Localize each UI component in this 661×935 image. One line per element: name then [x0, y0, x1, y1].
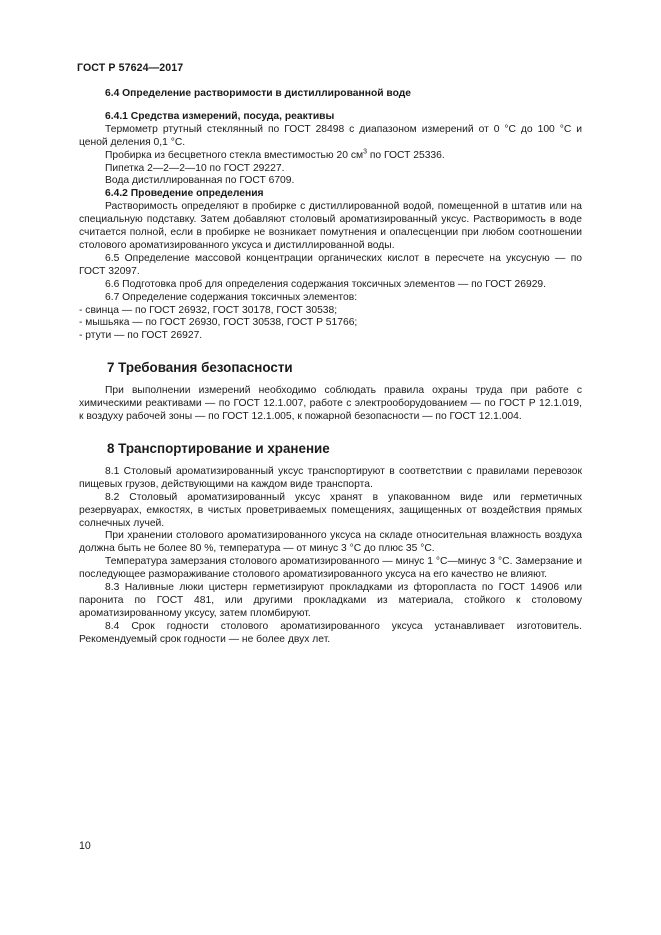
paragraph-solubility-procedure: Растворимость определяют в пробирке с дистиллированной водой, помещенной в штатив или на специальную подставку. Затем добавляют столовый ароматизированный уксус. Растворимость в воде считается полной, если в пробирке не возникает помутнения и опалесценции при любом соотношении столового ароматизированного уксуса и дистиллированной воды. — [79, 201, 582, 251]
section-8-title: 8 Транспортирование и хранение — [107, 440, 330, 456]
paragraph-8-2-humidity: При хранении столового ароматизированного уксуса на складе относительная влажность воздуха должна быть не более 80 %, температура — от минус 3 °С до плюс 35 °С. — [79, 530, 582, 555]
document-header: ГОСТ Р 57624—2017 — [77, 62, 184, 74]
paragraph-distilled-water: Вода дистиллированная по ГОСТ 6709. — [105, 175, 295, 187]
paragraph-test-tube: Пробирка из бесцветного стекла вместимостью 20 $см^3$ по ГОСТ 25336. — [105, 148, 445, 161]
list-item-lead: - свинца — по ГОСТ 26932, ГОСТ 30178, ГОСТ 30538; — [79, 304, 338, 316]
list-item-arsenic: - мышьяка — по ГОСТ 26930, ГОСТ 30538, ГОСТ Р 51766; — [79, 317, 358, 329]
section-6-4-title: 6.4 Определение растворимости в дистиллированной воде — [105, 88, 412, 99]
list-item-mercury: - ртути — по ГОСТ 26927. — [79, 330, 203, 342]
paragraph-safety: При выполнении измерений необходимо соблюдать правила охраны труда при работе с химическими реактивами — по ГОСТ 12.1.007, работе с электрооборудованием — по ГОСТ Р 12.1.019, к воздуху рабочей зоны — по ГОСТ 12.1.005, к пожарной безопасности — по ГОСТ 12.1.004. — [79, 385, 582, 423]
paragraph-8-1: 8.1 Столовый ароматизированный уксус транспортируют в соответствии с правилами перевозок пищевых грузов, действующими на каждом виде транспорта. — [79, 465, 582, 490]
paragraph-8-4: 8.4 Срок годности столового ароматизированного уксуса устанавливает изготовитель. Рекомендуемый срок годности — не более двух лет. — [79, 620, 582, 645]
paragraph-8-3: 8.3 Наливные люки цистерн герметизируют прокладками из фторопласта по ГОСТ 14906 или паронита по ГОСТ 481, или другими прокладками из материала, стойкого к столовому ароматизированному уксусу, затем пломбируют. — [79, 582, 582, 619]
section-7-title: 7 Требования безопасности — [107, 360, 293, 376]
section-6-4-1-title: 6.4.1 Средства измерений, посуда, реактивы — [105, 110, 335, 122]
paragraph-8-2: 8.2 Столовый ароматизированный уксус хранят в упакованном виде или герметичных резервуарах, емкостях, в чистых проветриваемых помещениях, защищенных от воздействия прямых солнечных лучей. — [79, 491, 582, 529]
page-number: 10 — [79, 840, 91, 852]
section-6-4-2-title: 6.4.2 Проведение определения — [105, 188, 264, 200]
paragraph-6-6: 6.6 Подготовка проб для определения содержания токсичных элементов — по ГОСТ 26929. — [105, 278, 547, 290]
paragraph-pipette: Пипетка 2—2—2—10 по ГОСТ 29227. — [105, 162, 285, 174]
paragraph-8-2-freezing: Температура замерзания столового ароматизированного — минус 1 °С—минус 3 °С. Замерзание и последующее размораживание столового ароматизированного уксуса на его качество не влияют. — [79, 556, 582, 581]
paragraph-6-5: 6.5 Определение массовой концентрации органических кислот в пересчете на уксусную — по ГОСТ 32097. — [79, 252, 582, 277]
page-body — [79, 88, 582, 647]
paragraph-6-7: 6.7 Определение содержания токсичных элементов: — [105, 291, 358, 303]
paragraph-thermometer: Термометр ртутный стеклянный по ГОСТ 28498 с диапазоном измерений от 0 °С до 100 °С и ценой деления 0,1 °С. — [79, 123, 582, 148]
